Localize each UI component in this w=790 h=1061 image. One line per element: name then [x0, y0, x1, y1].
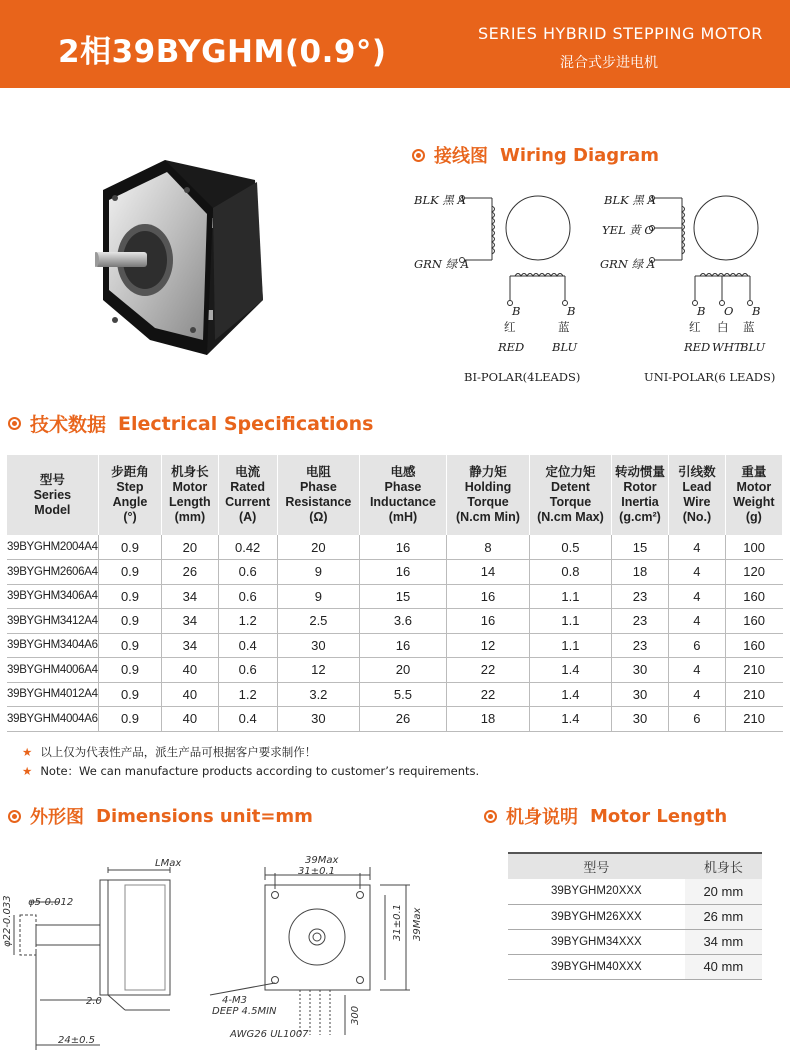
- table-row: [508, 954, 762, 979]
- specs-header-cell: [611, 455, 668, 535]
- dim-screw-depth: DEEP 4.5MIN: [212, 1006, 277, 1017]
- specs-header-line: Phase: [299, 480, 337, 494]
- spec-value-cell: 160: [725, 584, 782, 609]
- dimensions-title: 外形图 Dimensions unit=mm: [8, 803, 313, 829]
- specs-header-line: 引线数: [678, 465, 716, 479]
- spec-value-cell: 210: [725, 707, 782, 732]
- length-model-cell: 39BYGHM34XXX: [508, 929, 685, 954]
- spec-value-cell: 15: [359, 584, 446, 609]
- unipolar-lead-b-bar: B: [752, 304, 761, 318]
- unipolar-color-o-cn: 白: [717, 320, 729, 334]
- bullet-ring-icon: [412, 149, 425, 162]
- specs-title: 技术数据 Electrical Specifications: [8, 410, 373, 437]
- spec-value-cell: 1.1: [530, 609, 612, 634]
- specs-header-line: 型号: [39, 472, 65, 487]
- spec-value-cell: 3.6: [359, 609, 446, 634]
- spec-value-cell: 6: [669, 633, 726, 658]
- spec-value-cell: 100: [725, 535, 782, 560]
- dim-height: 39Max: [412, 907, 423, 941]
- spec-value-cell: 16: [359, 535, 446, 560]
- specs-table: [7, 455, 783, 732]
- spec-value-cell: 0.9: [98, 633, 162, 658]
- spec-value-cell: 14: [446, 560, 529, 585]
- bipolar-color-bbar-cn: 蓝: [558, 320, 570, 334]
- specs-header-line: Rated: [230, 480, 266, 494]
- specs-header-line: 定位力矩: [545, 465, 596, 479]
- wiring-diagrams: [400, 178, 790, 388]
- spec-value-cell: 0.4: [218, 633, 277, 658]
- spec-value-cell: 160: [725, 609, 782, 634]
- length-header-row: [508, 853, 762, 879]
- spec-value-cell: 2.5: [277, 609, 359, 634]
- bipolar-color-bbar-en: BLU: [552, 340, 578, 354]
- specs-header-line: Length: [169, 495, 211, 509]
- specs-header-line: Phase: [384, 480, 422, 494]
- spec-value-cell: 23: [611, 584, 668, 609]
- spec-value-cell: 40: [162, 658, 218, 683]
- specs-header-cell: [218, 455, 277, 535]
- spec-value-cell: 15: [611, 535, 668, 560]
- specs-header-line: Step: [116, 480, 144, 494]
- spec-value-cell: 8: [446, 535, 529, 560]
- specs-header-line: Current: [225, 495, 271, 509]
- dim-width: 39Max: [305, 855, 339, 866]
- spec-value-cell: 16: [446, 609, 529, 634]
- spec-value-cell: 0.9: [98, 658, 162, 683]
- specs-header-line: Motor: [736, 480, 772, 494]
- spec-value-cell: 40: [162, 682, 218, 707]
- specs-header-line: 电流: [235, 465, 261, 479]
- specs-header-line: 重量: [741, 465, 767, 479]
- specs-header-line: Torque: [467, 495, 509, 509]
- spec-value-cell: 18: [446, 707, 529, 732]
- specs-header-line: Angle: [112, 495, 148, 509]
- spec-value-cell: 4: [669, 584, 726, 609]
- specs-header-line: Series: [33, 487, 72, 502]
- spec-value-cell: 120: [725, 560, 782, 585]
- unipolar-lead-o2: O: [724, 304, 734, 318]
- spec-value-cell: 30: [277, 633, 359, 658]
- bipolar-color-b-en: RED: [498, 340, 525, 354]
- spec-value-cell: 20: [277, 535, 359, 560]
- spec-value-cell: 26: [359, 707, 446, 732]
- spec-value-cell: 1.4: [530, 658, 612, 683]
- spec-value-cell: 6: [669, 707, 726, 732]
- spec-value-cell: 1.4: [530, 682, 612, 707]
- spec-value-cell: 0.4: [218, 707, 277, 732]
- spec-value-cell: 40: [162, 707, 218, 732]
- table-row: [7, 609, 783, 634]
- unipolar-color-b-cn: 红: [689, 320, 701, 334]
- specs-header-cell: [277, 455, 359, 535]
- spec-value-cell: 20: [162, 535, 218, 560]
- page-title: 2相39BYGHM(0.9°): [58, 34, 387, 70]
- dim-shaft-len: 24±0.5: [58, 1035, 96, 1046]
- spec-value-cell: 20: [359, 658, 446, 683]
- specs-header-cell: [7, 455, 98, 535]
- specs-header-line: Resistance: [285, 495, 352, 509]
- dim-lmax: LMax: [155, 858, 182, 869]
- spec-value-cell: 12: [277, 658, 359, 683]
- specs-header-line: Model: [34, 502, 71, 517]
- unipolar-caption: UNI-POLAR(6 LEADS): [644, 370, 776, 384]
- length-value-cell: 20 mm: [685, 879, 762, 904]
- dim-boss-dia: φ22-0.033: [2, 895, 13, 947]
- unipolar-color-o-en: WHT: [712, 340, 742, 354]
- table-row: [508, 904, 762, 929]
- spec-value-cell: 0.6: [218, 560, 277, 585]
- length-body: [508, 879, 762, 979]
- star-icon: ★: [22, 745, 33, 759]
- specs-header-line: (g.cm²): [619, 510, 661, 524]
- specs-header-line: 转动惯量: [615, 465, 666, 479]
- specs-header-line: 机身长: [171, 465, 209, 479]
- unipolar-lead-a: BLK 黑 A: [604, 193, 656, 207]
- dimension-drawing: [0, 845, 470, 1061]
- spec-value-cell: 0.5: [530, 535, 612, 560]
- table-row: [508, 879, 762, 904]
- spec-value-cell: 4: [669, 535, 726, 560]
- spec-value-cell: 0.9: [98, 707, 162, 732]
- unipolar-lead-o: YEL 黄 O: [602, 223, 654, 237]
- specs-header-line: Holding: [464, 480, 512, 494]
- notes: [22, 743, 479, 781]
- spec-value-cell: 0.42: [218, 535, 277, 560]
- specs-header-cell: [446, 455, 529, 535]
- model-cell: 39BYGHM3412A4: [7, 609, 98, 634]
- specs-header-line: Inertia: [621, 495, 659, 509]
- specs-header-line: (°): [123, 510, 137, 524]
- spec-value-cell: 26: [162, 560, 218, 585]
- unipolar-color-b-en: RED: [684, 340, 711, 354]
- spec-value-cell: 34: [162, 609, 218, 634]
- unipolar-lead-b: B: [697, 304, 706, 318]
- spec-value-cell: 1.2: [218, 682, 277, 707]
- bipolar-lead-a-bar: GRN 绿 A: [414, 257, 470, 271]
- table-row: [7, 707, 783, 732]
- length-header-length: 机身长: [685, 853, 762, 879]
- length-value-cell: 40 mm: [685, 954, 762, 979]
- model-cell: 39BYGHM4012A4: [7, 682, 98, 707]
- specs-header-line: Rotor: [623, 480, 657, 494]
- specs-header-cell: [725, 455, 782, 535]
- specs-header-cell: [359, 455, 446, 535]
- specs-header-cell: [98, 455, 162, 535]
- length-header-model: 型号: [508, 853, 685, 879]
- bipolar-caption: BI-POLAR(4LEADS): [464, 370, 581, 384]
- bipolar-lead-a: BLK 黑 A: [414, 193, 466, 207]
- model-cell: 39BYGHM3404A6: [7, 633, 98, 658]
- model-cell: 39BYGHM2004A4: [7, 535, 98, 560]
- specs-header-line: (No.): [682, 510, 712, 524]
- wiring-diagram-title: 接线图 Wiring Diagram: [412, 142, 659, 168]
- table-row: [7, 584, 783, 609]
- bipolar-lead-b-bar: B: [567, 304, 576, 318]
- spec-value-cell: 210: [725, 658, 782, 683]
- unipolar-lead-a-bar: GRN 绿 A: [600, 257, 656, 271]
- bullet-ring-icon: [8, 810, 21, 823]
- spec-value-cell: 34: [162, 584, 218, 609]
- spec-value-cell: 160: [725, 633, 782, 658]
- model-cell: 39BYGHM4006A4: [7, 658, 98, 683]
- spec-value-cell: 1.1: [530, 633, 612, 658]
- table-row: [7, 535, 783, 560]
- spec-value-cell: 23: [611, 609, 668, 634]
- spec-value-cell: 1.4: [530, 707, 612, 732]
- spec-value-cell: 1.2: [218, 609, 277, 634]
- dim-screw: 4-M3: [222, 995, 247, 1006]
- spec-value-cell: 23: [611, 633, 668, 658]
- unipolar-color-bbar-cn: 蓝: [743, 320, 755, 334]
- spec-value-cell: 0.6: [218, 658, 277, 683]
- specs-header-line: (mH): [388, 510, 418, 524]
- spec-value-cell: 16: [446, 584, 529, 609]
- table-row: [7, 633, 783, 658]
- spec-value-cell: 1.1: [530, 584, 612, 609]
- spec-value-cell: 210: [725, 682, 782, 707]
- spec-value-cell: 30: [277, 707, 359, 732]
- spec-value-cell: 4: [669, 682, 726, 707]
- unipolar-color-bbar-en: BLU: [740, 340, 766, 354]
- specs-header-line: 电感: [390, 465, 416, 479]
- specs-header-line: (N.cm Max): [537, 510, 604, 524]
- dim-hole-pitch-v: 31±0.1: [392, 903, 403, 941]
- length-model-cell: 39BYGHM20XXX: [508, 879, 685, 904]
- spec-value-cell: 34: [162, 633, 218, 658]
- bullet-ring-icon: [8, 417, 21, 430]
- dim-shaft-dia: φ5-0.012: [28, 897, 74, 908]
- model-cell: 39BYGHM4004A6: [7, 707, 98, 732]
- table-row: [7, 560, 783, 585]
- table-row: [508, 929, 762, 954]
- spec-value-cell: 5.5: [359, 682, 446, 707]
- spec-value-cell: 0.6: [218, 584, 277, 609]
- dim-shaft-flat: 2.0: [86, 996, 102, 1007]
- header-banner: [0, 0, 790, 88]
- spec-value-cell: 12: [446, 633, 529, 658]
- spec-value-cell: 30: [611, 658, 668, 683]
- specs-header-line: 电阻: [305, 465, 331, 479]
- star-icon: ★: [22, 764, 33, 778]
- spec-value-cell: 0.9: [98, 560, 162, 585]
- specs-header-line: (Ω): [309, 510, 328, 524]
- specs-header-row: [7, 455, 783, 535]
- spec-value-cell: 4: [669, 609, 726, 634]
- spec-value-cell: 30: [611, 682, 668, 707]
- wiring-schematic: [400, 178, 790, 388]
- spec-value-cell: 16: [359, 560, 446, 585]
- spec-value-cell: 0.9: [98, 584, 162, 609]
- specs-header-line: Lead: [682, 480, 712, 494]
- specs-header-line: Torque: [549, 495, 592, 509]
- spec-value-cell: 18: [611, 560, 668, 585]
- length-model-cell: 39BYGHM26XXX: [508, 904, 685, 929]
- bipolar-lead-b: B: [512, 304, 521, 318]
- specs-header-line: (g): [745, 510, 762, 524]
- table-row: [7, 658, 783, 683]
- motor-length-title: 机身说明 Motor Length: [484, 803, 727, 829]
- motor-length-table: [508, 852, 762, 980]
- specs-header-cell: [530, 455, 612, 535]
- model-cell: 39BYGHM2606A4: [7, 560, 98, 585]
- spec-value-cell: 9: [277, 560, 359, 585]
- specs-header-line: 静力矩: [469, 465, 507, 479]
- series-subtitle-cn: 混合式步进电机: [560, 55, 658, 71]
- specs-header-line: 步距角: [111, 465, 149, 479]
- specs-body: [7, 535, 783, 731]
- specs-header-cell: [162, 455, 218, 535]
- motor-photo: [95, 150, 270, 365]
- dim-wire: AWG26 UL1007: [230, 1029, 309, 1040]
- specs-header-line: Weight: [733, 495, 775, 509]
- specs-header-line: Inductance: [369, 495, 436, 509]
- note-cn: ★ 以上仅为代表性产品，派生产品可根据客户要求制作！: [22, 745, 317, 759]
- spec-value-cell: 22: [446, 682, 529, 707]
- length-value-cell: 26 mm: [685, 904, 762, 929]
- specs-header-line: Wire: [683, 495, 711, 509]
- spec-value-cell: 0.9: [98, 535, 162, 560]
- spec-value-cell: 4: [669, 658, 726, 683]
- model-cell: 39BYGHM3406A4: [7, 584, 98, 609]
- spec-value-cell: 0.9: [98, 609, 162, 634]
- specs-header-line: (N.cm Min): [456, 510, 520, 524]
- spec-value-cell: 22: [446, 658, 529, 683]
- dim-lead-len: 300: [350, 1005, 361, 1025]
- spec-value-cell: 9: [277, 584, 359, 609]
- specs-header-cell: [669, 455, 726, 535]
- table-row: [7, 682, 783, 707]
- specs-header-line: Detent: [551, 480, 590, 494]
- note-en: ★ Note：We can manufacture products according to customer’s requirements.: [22, 764, 480, 778]
- bullet-ring-icon: [484, 810, 497, 823]
- specs-header-line: (A): [238, 510, 257, 524]
- specs-header-line: (mm): [174, 510, 206, 524]
- spec-value-cell: 0.8: [530, 560, 612, 585]
- spec-value-cell: 16: [359, 633, 446, 658]
- spec-value-cell: 30: [611, 707, 668, 732]
- spec-value-cell: 0.9: [98, 682, 162, 707]
- bipolar-color-b-cn: 红: [504, 320, 516, 334]
- dim-hole-pitch: 31±0.1: [298, 866, 336, 877]
- spec-value-cell: 4: [669, 560, 726, 585]
- specs-header-line: Motor: [172, 480, 208, 494]
- spec-value-cell: 3.2: [277, 682, 359, 707]
- length-model-cell: 39BYGHM40XXX: [508, 954, 685, 979]
- length-value-cell: 34 mm: [685, 929, 762, 954]
- series-subtitle-en: SERIES HYBRID STEPPING MOTOR: [478, 24, 763, 43]
